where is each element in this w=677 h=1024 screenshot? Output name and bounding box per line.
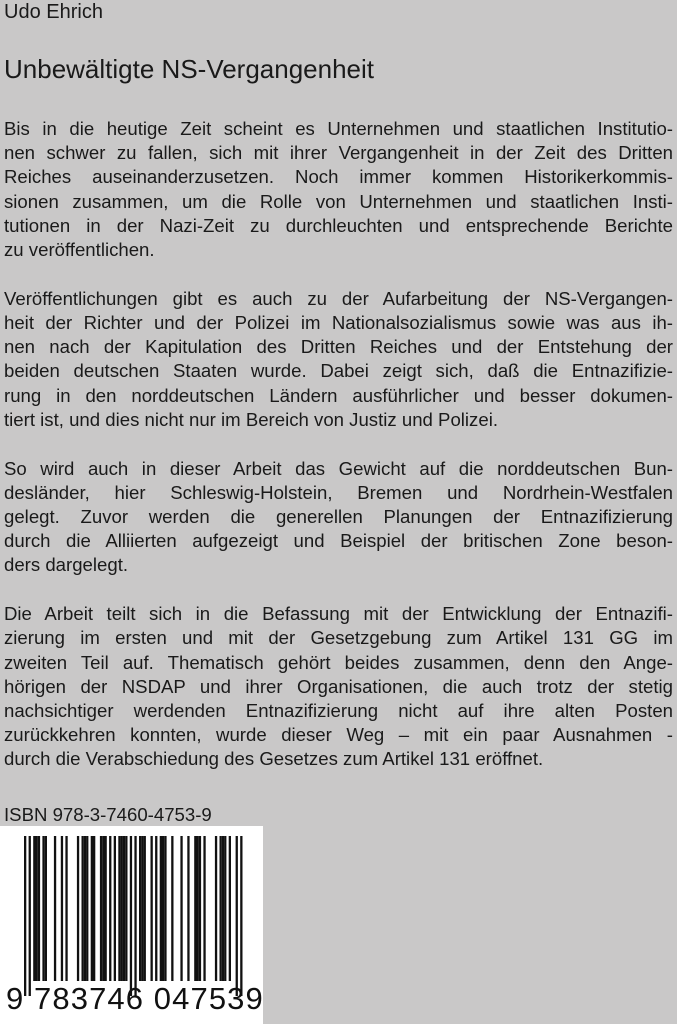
blurb-paragraph-3 [4, 457, 673, 578]
blurb-paragraph-1 [4, 117, 673, 262]
barcode-bar [180, 836, 182, 981]
barcode-bar [100, 836, 102, 981]
blurb-paragraph-4 [4, 602, 673, 771]
barcode-bar [109, 836, 111, 981]
barcode-bar [77, 836, 79, 981]
barcode-bar [141, 836, 143, 981]
barcode-bar [91, 836, 93, 981]
text-line: zweiten Teil auf. Thematisch gehört beides zusammen, denn den Ange- [4, 651, 673, 673]
blurb-paragraph-2 [4, 287, 673, 432]
text-line: nen schwer zu fallen, sich mit ihrer Vergangenheit in der Zeit des Dritten [4, 142, 673, 164]
barcode-bar [42, 836, 44, 981]
barcode-bar [215, 836, 217, 981]
isbn-label: ISBN 978-3-7460-4753-9 [4, 804, 212, 825]
barcode-bar [222, 836, 224, 981]
text-line: Veröffentlichungen gibt es auch zu der Aufarbeitung der NS-Vergangen- [4, 287, 673, 309]
barcode-bar [144, 836, 146, 981]
text-line: Bis in die heutige Zeit scheint es Unternehmen und staatlichen Institutio- [4, 118, 673, 139]
text-line: zierung im ersten und mit der Gesetzgebung zum Artikel 131 GG im [4, 627, 673, 649]
text-line: So wird auch in dieser Arbeit das Gewicht auf die norddeutschen Bun- [4, 457, 673, 479]
barcode-bar [203, 836, 205, 981]
blurb-text [4, 117, 673, 796]
barcode-bar [86, 836, 88, 981]
text-line: Die Arbeit teilt sich in die Befassung mit der Entwicklung der Entnazifi- [4, 603, 673, 625]
text-line: zu veröffentlichen. [4, 239, 155, 261]
barcode-bar [199, 836, 201, 981]
text-line: nen nach der Kapitulation des Dritten Reiches und der Entstehung der [4, 336, 673, 358]
text-line: rung in den norddeutschen Ländern ausführlicher und besser dokumen- [4, 384, 673, 406]
barcode-bar [114, 836, 116, 981]
text-line: gelegt. Zuvor werden die generellen Planungen der Entnazifizierung [4, 506, 673, 528]
author-name: Udo Ehrich [4, 1, 103, 23]
barcode-bar [36, 836, 38, 981]
barcode-guard-bar [134, 836, 136, 996]
barcode-bar [162, 836, 164, 981]
barcode-digits: 9 783746 047539 [6, 981, 264, 1016]
barcode-guard-bar [24, 836, 26, 996]
text-line: sionen zusammen, um die Rolle von Unternehmen und staatlichen Insti- [4, 190, 673, 212]
barcode-guard-bar [240, 836, 242, 996]
barcode-guard-bar [29, 836, 31, 996]
barcode-bar [139, 836, 141, 981]
text-line: ders dargelegt. [4, 554, 129, 576]
barcode-bar [194, 836, 196, 981]
text-line: Reiches auseinanderzusetzen. Noch immer kommen Historikerkommis- [4, 166, 673, 188]
text-line: hörigen der NSDAP und ihrer Organisationen, die auch trotz der stetig [4, 675, 673, 697]
barcode-bar [82, 836, 84, 981]
barcode-bar [160, 836, 162, 981]
barcode-bar [123, 836, 125, 981]
barcode [0, 826, 263, 1024]
text-line: tutionen in der Nazi-Zeit zu durchleuchten und entsprechende Berichte [4, 214, 673, 236]
barcode-bar [164, 836, 166, 981]
barcode-bar [54, 836, 56, 981]
barcode-bar [125, 836, 127, 981]
barcode-bar [197, 836, 199, 981]
barcode-bar [224, 836, 226, 981]
text-line: heit der Richter und der Polizei im Nationalsozialismus sowie was aus ih- [4, 312, 673, 334]
barcode-bar [187, 836, 189, 981]
text-line: desländer, hier Schleswig-Holstein, Bremen und Nordrhein-Westfalen [4, 481, 673, 503]
barcode-bar [45, 836, 47, 981]
text-line: zurückkehren konnten, wurde dieser Weg – mit ein paar Ausnahmen - [4, 724, 673, 746]
text-line: durch die Alliierten aufgezeigt und Beispiel der britischen Zone beson- [4, 530, 673, 552]
barcode-bar [229, 836, 231, 981]
barcode-bar [121, 836, 123, 981]
barcode-bar [65, 836, 67, 981]
barcode-bar [33, 836, 35, 981]
barcode-bar [93, 836, 95, 981]
barcode-bar [118, 836, 120, 981]
barcode-bar [151, 836, 153, 981]
barcode-bar [220, 836, 222, 981]
text-line: beiden deutschen Staaten wurde. Dabei zeigt sich, daß die Entnazifizie- [4, 360, 673, 382]
barcode-bar [38, 836, 40, 981]
barcode-bar [84, 836, 86, 981]
book-title: Unbewältigte NS-Vergangenheit [4, 54, 375, 84]
barcode-bar [61, 836, 63, 981]
barcode-guard-bar [236, 836, 238, 996]
text-line: durch die Verabschiedung des Gesetzes zum Artikel 131 eröffnet. [4, 748, 544, 770]
text-line: nachsichtiger werdenden Entnazifizierung nicht auf ihre alten Posten [4, 700, 673, 722]
text-line: tiert ist, und dies nicht nur im Bereich von Justiz und Polizei. [4, 408, 498, 430]
barcode-bar [105, 836, 107, 981]
barcode-bar [171, 836, 173, 981]
barcode-bar [102, 836, 104, 981]
barcode-guard-bar [130, 836, 132, 996]
barcode-bar [155, 836, 157, 981]
